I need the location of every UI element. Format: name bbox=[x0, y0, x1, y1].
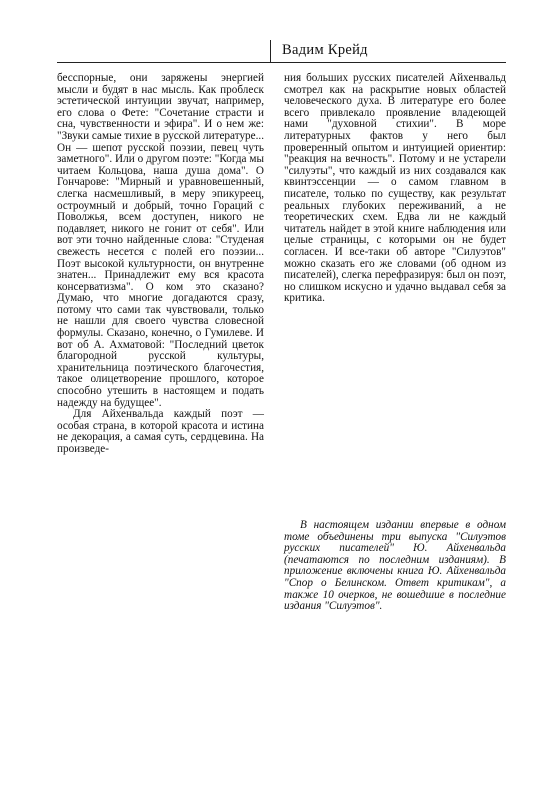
header-divider bbox=[270, 40, 271, 62]
paragraph: Для Айхенвальда каждый поэт — особая страна, в которой красота и истина не декорация, а самая суть, сердцевина. На произведе- bbox=[57, 408, 264, 455]
running-head: Вадим Крейд bbox=[282, 42, 368, 58]
right-text-column bbox=[284, 73, 506, 305]
left-text-column bbox=[57, 73, 264, 456]
paragraph: бесспорные, они заряжены энергией мысли и будят в нас мысль. Как проблеск эстетической интуиции звучат, например, его слова о Фете: "Сочетание страсти и сна, чувственности и эфира". И о нем же: "Звуки самые тихие в русской литературе... Он — шепот русской поэзии, певец чуть заметного". Или о другом поэте: "Когда мы читаем Кольцова, наша душа дома". О Гончарове: "Мирный и уравновешенный, слегка насмешливый, в меру эпикуреец, остроумный и добрый, точно Гораций с Поволжья, всем доступен, никого не подавляет, никого не гонит от себя". Или вот эти точно найденные слова: "Студеная свежесть несется с полей его поэзии... Поэт высокой культурности, он внутренне знатен... Принадлежит ему вся красота консерватизма". О ком это сказано? Думаю, что многие догадаются сразу, потому что сами так чувствовали, только не нашли для своего чувства словесной формулы. Сказано, конечно, о Гумилеве. И вот об А. Ахматовой: "Последний цветок благородной русской культуры, хранительница поэтического благочестия, такое олицетворение прошлого, которое способно утешить в настоящем и подать надежду на будущее". bbox=[57, 72, 264, 409]
paragraph: ния больших русских писателей Айхенвальд смотрел как на раскрытие новых областей человеческого духа. В литературе его более всего привлекало проявление владеющей нами "духовной стихии". В море литературных фактов у него был проверенный опытом и интуицией ориентир: "реакция на вечность". Потому и не устарели "силуэты", что каждый из них создавался как квинтэссенции — о самом главном в писателе, только по существу, как результат реальных глубоких переживаний, а не теоретических схем. Едва ли не каждый читатель найдет в этой книге наблюдения или целые страницы, с которыми он не будет согласен. И все-таки об авторе "Силуэтов" можно сказать его же словами (об одном из писателей), слегка перефразируя: был он поэт, но слишком искусно и удачно выдавал себя за критика. bbox=[284, 72, 506, 305]
editorial-note: В настоящем издании впервые в одном томе объединены три выпуска "Силуэтов русских писателей" Ю. Айхенвальда (печатаются по последним изданиям). В приложение включены книга Ю. Айхенвальда "Спор о Белинском. Ответ критикам", а также 10 очерков, не вошедшие в последние издания "Силуэтов". bbox=[284, 519, 506, 613]
header-rule bbox=[57, 62, 506, 63]
